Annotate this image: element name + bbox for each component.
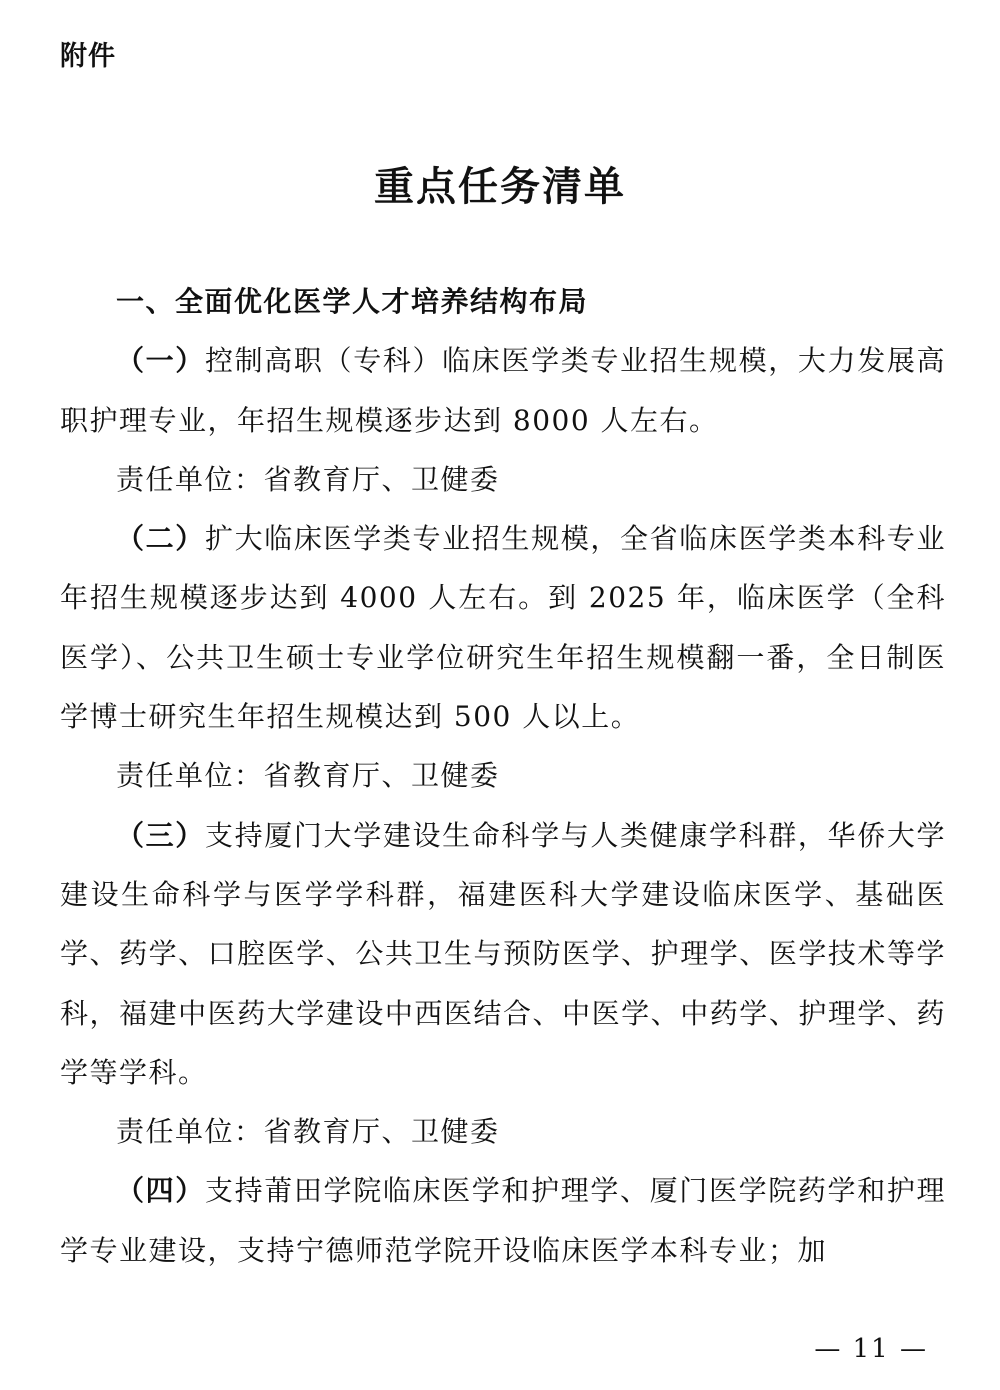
attachment-label: 附件	[60, 41, 116, 72]
responsibility-line: 责任单位：省教育厅、卫健委	[116, 462, 500, 496]
section-heading: 一、全面优化医学人才培养结构布局	[116, 285, 589, 318]
item-paragraph-2	[60, 509, 946, 746]
item-number: （四）	[116, 1174, 205, 1208]
document-title: 重点任务清单	[374, 163, 626, 210]
item-text: 支持厦门大学建设生命科学与人类健康学科群，华侨大学建设生命科学与医学学科群，福建医科大学建设临床医学、基础医学、药学、口腔医学、公共卫生与预防医学、护理学、医学技术等学科，福建中医药大学建设中西医结合、中医学、中药学、护理学、药学等学科。	[60, 818, 946, 1089]
item-paragraph-3	[60, 806, 946, 1102]
item-paragraph-1	[60, 331, 946, 450]
item-text: 控制高职（专科）临床医学类专业招生规模，大力发展高职护理专业，年招生规模逐步达到 8000 人左右。	[60, 344, 946, 437]
item-number: （一）	[116, 344, 205, 378]
item-text: 支持莆田学院临床医学和护理学、厦门医学院药学和护理学专业建设，支持宁德师范学院开设临床医学本科专业；加	[60, 1174, 946, 1267]
item-number: （二）	[116, 522, 205, 556]
item-number: （三）	[116, 818, 205, 852]
item-paragraph-4	[60, 1161, 946, 1280]
document-body	[60, 272, 946, 1280]
page-number: — 11 —	[814, 1334, 928, 1364]
responsibility-line: 责任单位：省教育厅、卫健委	[116, 759, 500, 793]
item-text: 扩大临床医学类专业招生规模，全省临床医学类本科专业年招生规模逐步达到 4000 人左右。到 2025 年，临床医学（全科医学）、公共卫生硕士专业学位研究生年招生规模翻一番，全日制医学博士研究生年招生规模达到 500 人以上。	[60, 522, 946, 734]
responsibility-line: 责任单位：省教育厅、卫健委	[116, 1115, 500, 1149]
